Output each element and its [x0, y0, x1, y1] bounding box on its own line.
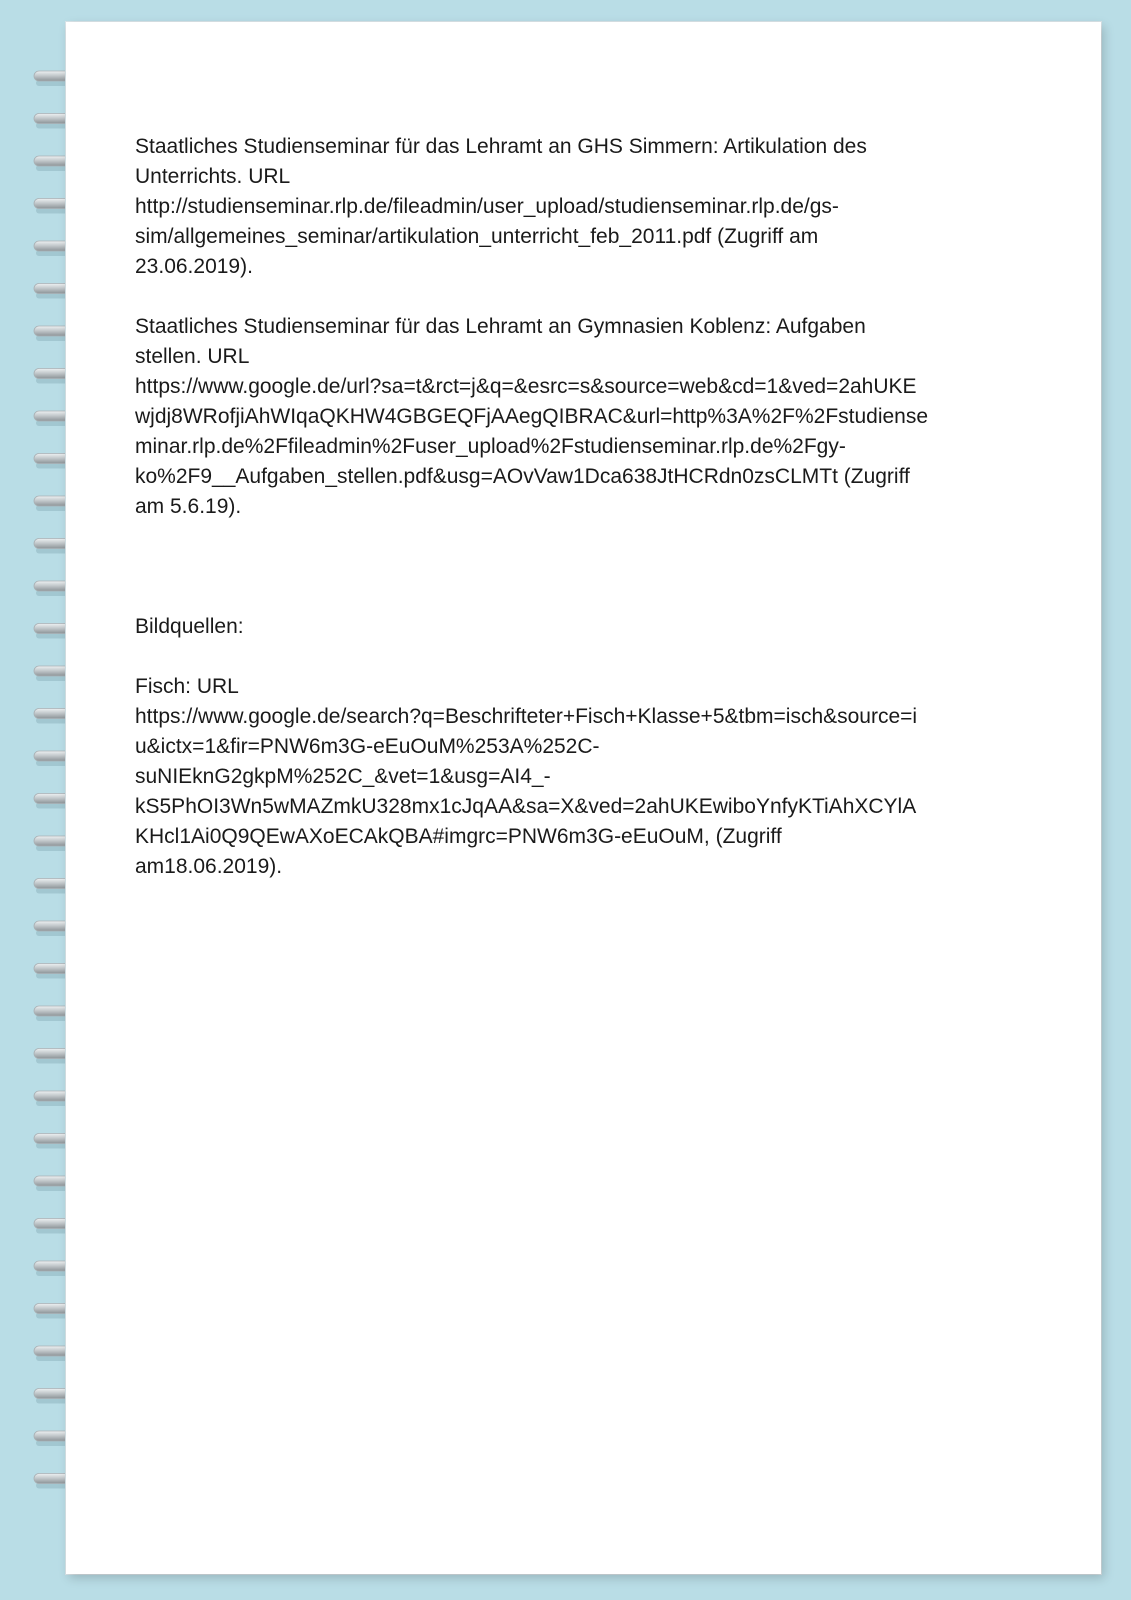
image-source-access-date: am18.06.2019).: [135, 855, 283, 878]
reference-url-line: http://studienseminar.rlp.de/fileadmin/user_upload/studienseminar.rlp.de/gs-: [135, 195, 839, 218]
notebook-page: [66, 22, 1101, 1574]
reference-url-line: minar.rlp.de%2Ffileadmin%2Fuser_upload%2Fstudienseminar.rlp.de%2Fgy-: [135, 435, 846, 458]
reference-access-date: am 5.6.19).: [135, 495, 242, 518]
image-source-url-line: u&ictx=1&fir=PNW6m3G-eEuOuM%253A%252C-: [135, 735, 600, 758]
page-content: [135, 132, 995, 882]
reference-url-line: sim/allgemeines_seminar/artikulation_unterricht_feb_2011.pdf (Zugriff am: [135, 225, 819, 248]
reference-url-line: wjdj8WRofjiAhWIqaQKHW4GBGEQFjAAegQIBRAC&url=http%3A%2F%2Fstudiense: [135, 405, 929, 428]
reference-line: stellen. URL: [135, 345, 250, 368]
image-source-entry: [135, 672, 995, 882]
image-source-url-line: kS5PhOI3Wn5wMAZmkU328mx1cJqAA&sa=X&ved=2ahUKEwiboYnfyKTiAhXCYlA: [135, 795, 917, 818]
reference-entry-2: [135, 312, 995, 522]
reference-url-line: ko%2F9__Aufgaben_stellen.pdf&usg=AOvVaw1Dca638JtHCRdn0zsCLMTt (Zugriff: [135, 465, 910, 488]
image-source-line: Fisch: URL: [135, 675, 239, 698]
reference-entry-1: [135, 132, 995, 282]
image-source-url-line: suNIEknG2gkpM%252C_&vet=1&usg=AI4_-: [135, 765, 551, 788]
image-sources-heading: Bildquellen:: [135, 615, 244, 638]
image-source-url-line: KHcl1Ai0Q9QEwAXoECAkQBA#imgrc=PNW6m3G-eEuOuM, (Zugriff: [135, 825, 782, 848]
image-source-url-line: https://www.google.de/search?q=Beschrifteter+Fisch+Klasse+5&tbm=isch&source=i: [135, 705, 918, 728]
reference-url-line: https://www.google.de/url?sa=t&rct=j&q=&esrc=s&source=web&cd=1&ved=2ahUKE: [135, 375, 917, 398]
reference-access-date: 23.06.2019).: [135, 255, 253, 278]
reference-line: Staatliches Studienseminar für das Lehramt an GHS Simmern: Artikulation des: [135, 135, 867, 158]
reference-line: Staatliches Studienseminar für das Lehramt an Gymnasien Koblenz: Aufgaben: [135, 315, 866, 338]
reference-line: Unterrichts. URL: [135, 165, 291, 188]
